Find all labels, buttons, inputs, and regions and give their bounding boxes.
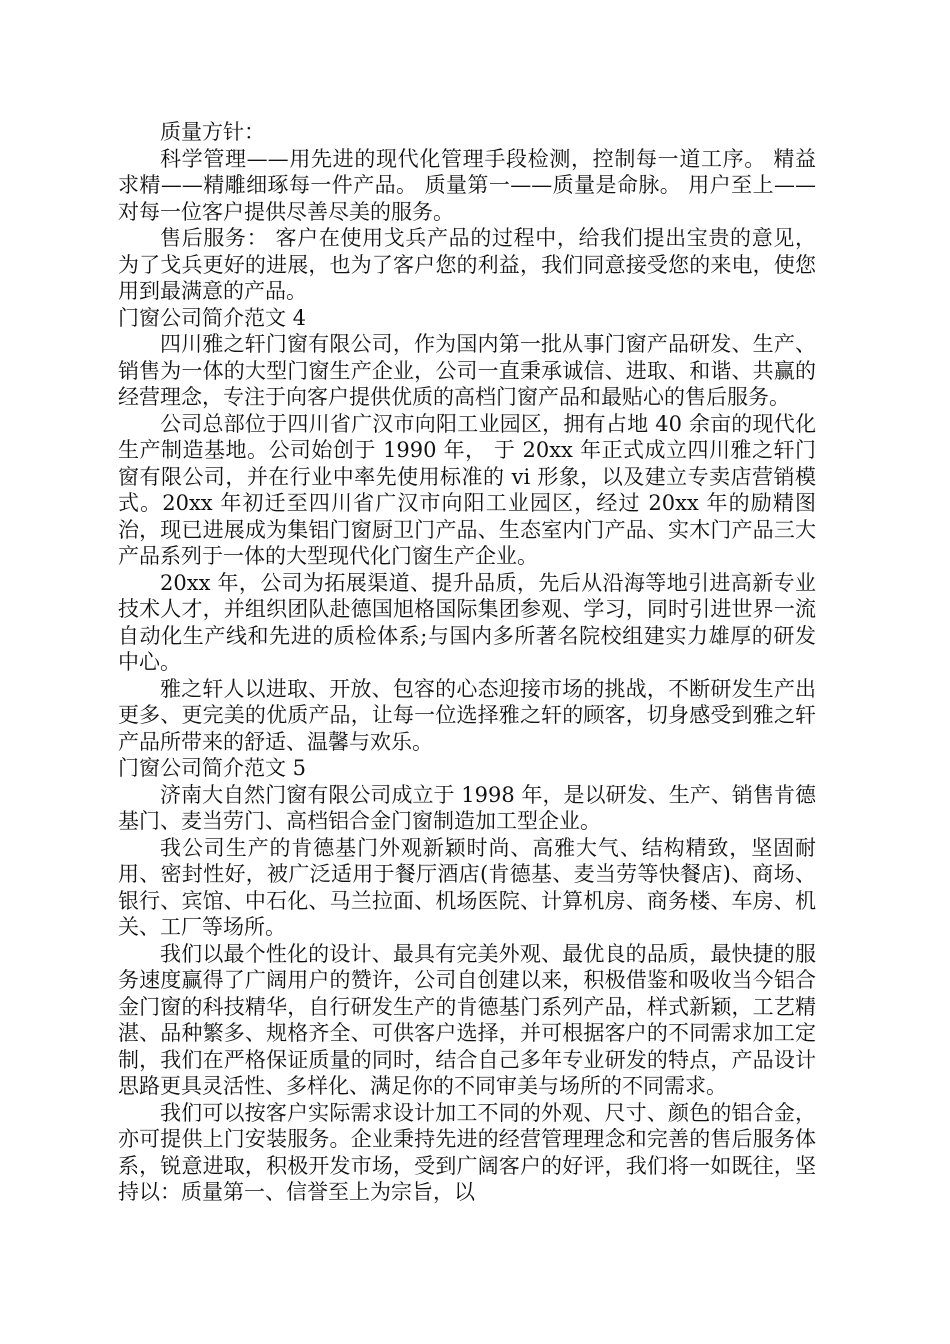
paragraph-jinan-intro: 济南大自然门窗有限公司成立于 1998 年，是以研发、生产、销售肯德基门、麦当劳门、高档铝合金门窗制造加工型企业。 (118, 782, 816, 833)
paragraph-quality-policy-title: 质量方针： (160, 120, 265, 144)
paragraph-jinan-products: 我公司生产的肯德基门外观新颖时尚、高雅大气、结构精致，坚固耐用、密封性好，被广泛适用于餐厅酒店(肯德基、麦当劳等快餐店)、商场、银行、宾馆、中石化、马兰拉面、机场医院、计算机房、商务楼、车房、机关、工厂等场所。 (118, 835, 816, 939)
section-heading-4: 门窗公司简介范文 4 (118, 305, 307, 330)
paragraph-yazhixuan-hq: 公司总部位于四川省广汉市向阳工业园区，拥有占地 40 余亩的现代化生产制造基地。公司始创于 1990 年， 于 20xx 年正式成立四川雅之轩门窗有限公司，并在行业中率先使用标准的 vi 形象，以及建立专卖店营销模式。20xx 年初迁至四川省广汉市向阳工业园区，经过 20xx 年的励精图治，现已进展成为集铝门窗厨卫门产品、生态室内门产品、实木门产品三大产品系列于一体的大型现代化门窗生产企业。 (118, 411, 816, 568)
section-heading-5: 门窗公司简介范文 5 (118, 756, 307, 780)
paragraph-jinan-service: 我们可以按客户实际需求设计加工不同的外观、尺寸、颜色的铝合金，亦可提供上门安装服务。企业秉持先进的经营管理理念和完善的售后服务体系，锐意进取，积极开发市场，受到广阔客户的好评，我们将一如既往，坚持以：质量第一、信誉至上为宗旨，以 (118, 1100, 816, 1204)
paragraph-yazhixuan-expansion: 20xx 年，公司为拓展渠道、提升品质，先后从沿海等地引进高新专业技术人才，并组织团队赴德国旭格国际集团参观、学习，同时引进世界一流自动化生产线和先进的质检体系;与国内多所著名院校组建实力雄厚的研发中心。 (118, 570, 816, 674)
paragraph-yazhixuan-mission: 雅之轩人以进取、开放、包容的心态迎接市场的挑战，不断研发生产出更多、更完美的优质产品，让每一位选择雅之轩的顾客，切身感受到雅之轩产品所带来的舒适、温馨与欢乐。 (118, 676, 816, 754)
paragraph-jinan-design: 我们以最个性化的设计、最具有完美外观、最优良的品质，最快捷的服务速度赢得了广阔用户的赞许，公司自创建以来，积极借鉴和吸收当今铝合金门窗的科技精华，自行研发生产的肯德基门系列产品，样式新颖，工艺精湛、品种繁多、规格齐全、可供客户选择，并可根据客户的不同需求加工定制，我们在严格保证质量的同时，结合自己多年专业研发的特点，产品设计思路更具灵活性、多样化、满足你的不同审美与场所的不同需求。 (118, 941, 816, 1098)
paragraph-after-sales: 售后服务： 客户在使用戈兵产品的过程中，给我们提出宝贵的意见，为了戈兵更好的进展，也为了客户您的利益，我们同意接受您的来电，使您用到最满意的产品。 (118, 226, 816, 303)
paragraph-yazhixuan-intro: 四川雅之轩门窗有限公司，作为国内第一批从事门窗产品研发、生产、销售为一体的大型门窗生产企业，公司一直秉承诚信、进取、和谐、共赢的经营理念，专注于向客户提供优质的高档门窗产品和最贴心的售后服务。 (118, 332, 816, 409)
paragraph-quality-policy: 科学管理——用先进的现代化管理手段检测，控制每一道工序。 精益求精——精雕细琢每一件产品。 质量第一——质量是命脉。 用户至上——对每一位客户提供尽善尽美的服务。 (118, 146, 816, 224)
document-body (118, 119, 816, 1206)
